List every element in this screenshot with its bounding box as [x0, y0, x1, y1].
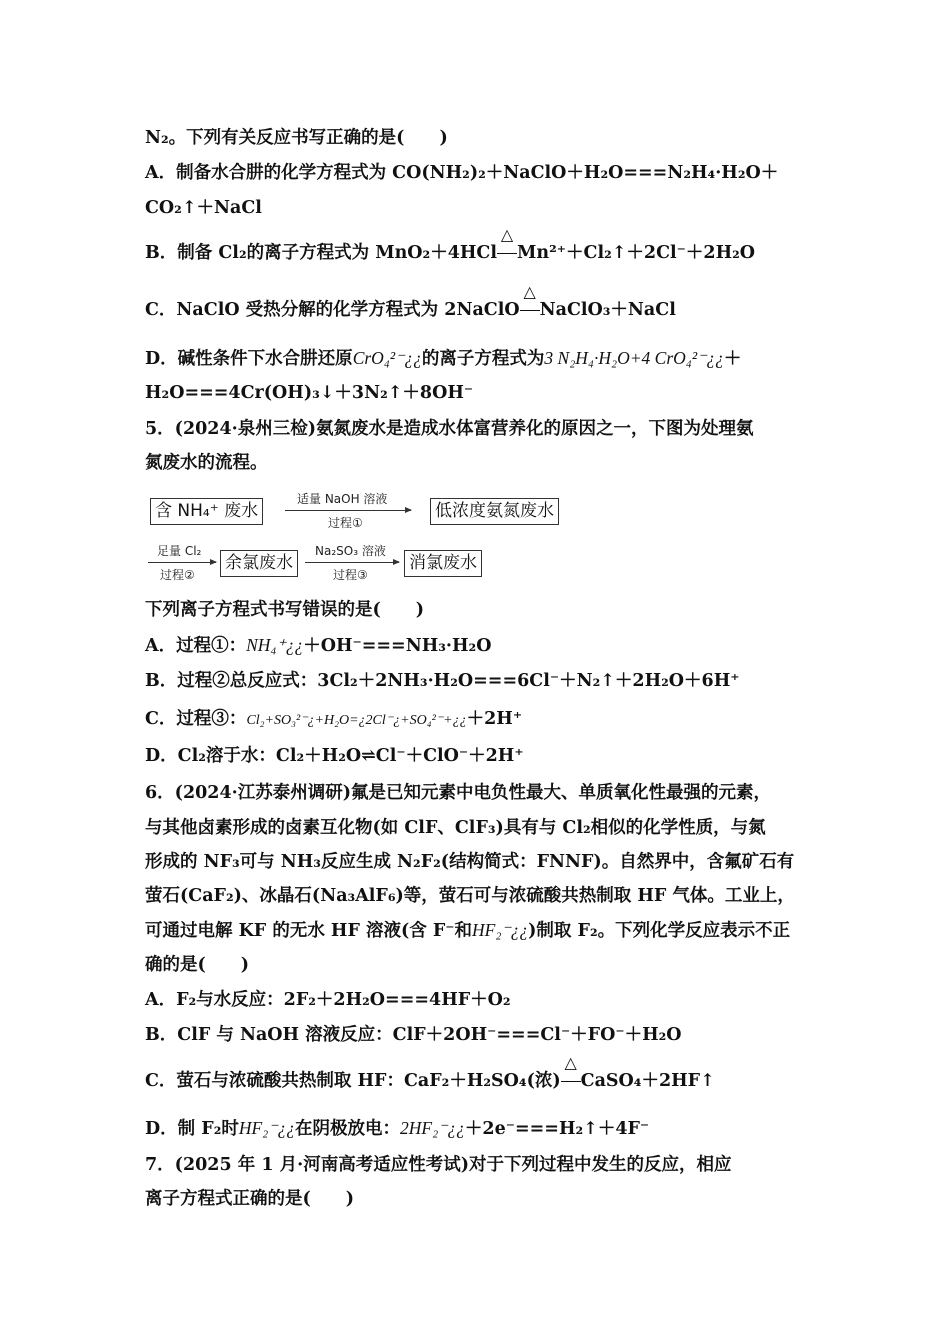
flow-box-low-ammonia: 低浓度氨氮废水 — [430, 498, 559, 525]
q4-option-d-text: D．碱性条件下水合肼还原 — [145, 349, 353, 369]
ammonium-formula: NH₄⁺¿¿ — [246, 635, 304, 655]
q6-option-c-right: CaSO₄＋2HF↑ — [580, 1071, 715, 1091]
q5-option-a — [145, 632, 810, 659]
flow-arrow-1 — [285, 510, 411, 511]
q5-option-a-label: A．过程①： — [145, 636, 247, 656]
heating-condition-mark: △ — [561, 1068, 581, 1094]
flow-arrow3-reagent: Na₂SO₃ 溶液 — [315, 544, 386, 558]
q7-stem-line2: 离子方程式正确的是( ) — [145, 1189, 355, 1209]
q7-stem-line1: 7．(2025 年 1 月·河南高考适应性考试)对于下列过程中发生的反应，相应 — [145, 1155, 732, 1175]
q6-option-d-label: D．制 F₂时 — [145, 1119, 239, 1139]
q4-option-a-line1: A．制备水合肼的化学方程式为 CO(NH₂)₂＋NaClO＋H₂O===N₂H₄·H₂O＋ — [145, 163, 779, 183]
q4-option-b — [145, 225, 810, 266]
q6-stem-line2: 与其他卤素形成的卤素互化物(如 ClF、ClF₃)具有与 Cl₂相似的化学性质，与氮 — [145, 818, 766, 838]
bifluoride-formula: HF₂⁻¿¿ — [238, 1118, 296, 1138]
q6-option-d — [145, 1115, 810, 1142]
flow-arrow1-step: 过程① — [328, 516, 363, 530]
q6-stem-line3: 形成的 NF₃可与 NH₃反应生成 N₂F₂(结构简式：FNNF)。自然界中，含氟矿石有 — [145, 852, 795, 872]
q6-stem-text: 可通过电解 KF 的无水 HF 溶液(含 F⁻和 — [145, 921, 472, 941]
q6-stem-line1: 6．(2024·江苏泰州调研)氟是已知元素中电负性最大、单质氧化性最强的元素， — [145, 783, 772, 803]
chromate-formula: CrO₄²⁻¿¿ — [352, 348, 422, 368]
flow-arrow-2 — [148, 562, 216, 563]
q4-option-b-left: B．制备 Cl₂的离子方程式为 MnO₂＋4HCl — [145, 243, 498, 263]
q5-option-d: D．Cl₂溶于水：Cl₂＋H₂O⇌Cl⁻＋ClO⁻＋2H⁺ — [145, 746, 524, 766]
q5-stem-line1: 5．(2024·泉州三检)氨氮废水是造成水体富营养化的原因之一，下图为处理氨 — [145, 419, 754, 439]
flow-arrow2-step: 过程② — [160, 568, 195, 582]
flow-arrow1-reagent: 适量 NaOH 溶液 — [297, 492, 388, 506]
q6-option-c-left: C．萤石与浓硫酸共热制取 HF：CaF₂＋H₂SO₄(浓) — [145, 1071, 561, 1091]
q6-stem-line5 — [145, 917, 810, 944]
q6-option-b: B．ClF 与 NaOH 溶液反应：ClF＋2OH⁻===Cl⁻＋FO⁻＋H₂O — [145, 1025, 682, 1045]
q4-option-d-line1 — [145, 345, 810, 372]
q5-option-b: B．过程②总反应式：3Cl₂＋2NH₃·H₂O===6Cl⁻＋N₂↑＋2H₂O＋6H⁺ — [145, 671, 740, 691]
q5-question: 下列离子方程式书写错误的是( ) — [145, 600, 425, 620]
flow-box-ammonium-wastewater: 含 NH₄⁺ 废水 — [150, 498, 263, 525]
q4-option-d-equation: 3 N₂H₄·H₂O+4 CrO₄²⁻¿¿ — [544, 348, 724, 368]
q4-option-a-line2: CO₂↑＋NaCl — [145, 198, 262, 218]
process-flow-diagram — [145, 490, 585, 590]
flow-arrow2-reagent: 足量 Cl₂ — [157, 544, 202, 558]
bifluoride-formula: HF₂⁻¿¿ — [472, 920, 529, 940]
q6-option-d-text: 在阴极放电： — [295, 1119, 401, 1139]
q4-stem-tail: N₂。下列有关反应书写正确的是( ) — [145, 128, 448, 148]
q4-option-d-text2: 的离子方程式为 — [421, 349, 545, 369]
q5-option-c-tail: ＋2H⁺ — [466, 709, 523, 729]
q4-option-b-right: Mn²⁺＋Cl₂↑＋2Cl⁻＋2H₂O — [517, 243, 756, 263]
q5-option-c-equation: Cl₂+SO₃²⁻¿+H₂O=¿2Cl⁻¿+SO₄²⁻+¿¿ — [246, 713, 467, 728]
flow-arrow-3 — [305, 562, 399, 563]
q6-stem-line6: 确的是( ) — [145, 955, 250, 975]
flow-box-residual-chlorine: 余氯废水 — [220, 550, 298, 577]
q5-option-c-label: C．过程③： — [145, 709, 247, 729]
q6-option-d-equation: ＋2e⁻===H₂↑＋4F⁻ — [464, 1119, 650, 1139]
q6-stem-text2: )制取 F₂。下列化学反应表示不正 — [528, 921, 791, 941]
q6-option-c — [145, 1053, 810, 1094]
flow-box-dechlorinated: 消氯废水 — [404, 550, 482, 577]
heating-condition-mark: △ — [497, 240, 517, 266]
q5-option-c — [145, 706, 810, 734]
plus-sign: ＋ — [723, 349, 742, 369]
heating-condition-mark: △ — [520, 297, 540, 323]
q6-option-a: A．F₂与水反应：2F₂＋2H₂O===4HF＋O₂ — [145, 990, 511, 1010]
q6-stem-line4: 萤石(CaF₂)、冰晶石(Na₃AlF₆)等，萤石可与浓硫酸共热制取 HF 气体。工业上， — [145, 886, 795, 906]
bifluoride-formula: 2HF₂⁻¿¿ — [400, 1118, 465, 1138]
q4-option-d-line2: H₂O===4Cr(OH)₃↓＋3N₂↑＋8OH⁻ — [145, 383, 474, 403]
q5-stem-line2: 氮废水的流程。 — [145, 453, 268, 473]
q4-option-c-left: C．NaClO 受热分解的化学方程式为 2NaClO — [145, 300, 520, 320]
q5-option-a-equation: ＋OH⁻===NH₃·H₂O — [303, 636, 492, 656]
q4-option-c — [145, 282, 810, 323]
flow-arrow3-step: 过程③ — [333, 568, 368, 582]
q4-option-c-right: NaClO₃＋NaCl — [539, 300, 676, 320]
